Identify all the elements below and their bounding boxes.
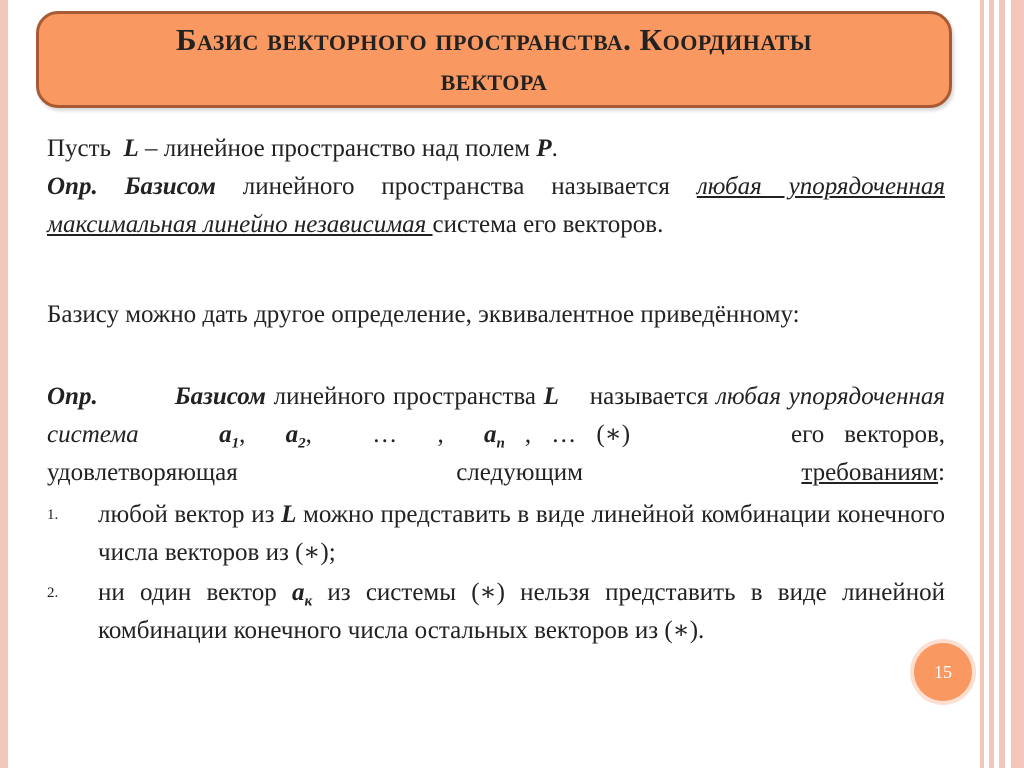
title-banner	[36, 11, 952, 108]
slide-title	[64, 20, 924, 100]
left-border	[0, 0, 8, 768]
alternative-definition-intro: Базису можно дать другое определение, эквивалентное приведённому:	[47, 301, 800, 328]
symbol-L: L	[123, 135, 139, 162]
vector-a1: $a_1$	[219, 421, 240, 452]
list-item: 1. любой вектор из L можно представить в виде линейной комбинации конечного числа векторов из (∗);	[47, 496, 945, 572]
slide-content	[47, 128, 945, 652]
symbol-P: P	[536, 135, 552, 162]
intro-paragraph: Пусть L – линейное пространство над полем P.	[47, 135, 558, 162]
list-number: 2.	[47, 585, 59, 601]
list-number: 1.	[47, 507, 59, 523]
requirements-link: требованиям	[801, 459, 939, 486]
vector-ak: $a_к$	[291, 579, 313, 610]
underlined-phrase: любая упорядоченная максимальная линейно независимая	[47, 173, 945, 238]
vector-a2: $a_2$	[285, 421, 306, 452]
list-item: 2. ни один вектор $a_к$ из системы (∗) нельзя представить в виде линейной комбинации конечного числа остальных векторов из (∗).	[47, 574, 945, 650]
symbol-L: L	[281, 501, 297, 528]
definition-2: Опр. Базисом линейного пространства L называется любая упорядоченная система $a_1$, $a_2$, … , $a_n$ , … (∗) его векторов, удовлетворяющая следующим требованиям:	[47, 383, 946, 486]
page-number: 15	[934, 661, 952, 682]
requirements-list	[47, 496, 945, 650]
definition-label: Опр. Базисом	[47, 173, 216, 200]
right-border	[980, 0, 1024, 768]
vector-an: $a_n$	[483, 421, 505, 452]
title-line-1: Базис векторного пространства. Координаты	[175, 21, 813, 57]
page-number-badge	[914, 643, 972, 701]
symbol-L: L	[543, 383, 559, 410]
definition-label: Опр.	[47, 383, 98, 410]
definition-1: Опр. Базисом линейного пространства называется любая упорядоченная максимальная линейно независимая система его векторов.	[47, 173, 945, 238]
title-line-2: вектора	[440, 61, 548, 97]
